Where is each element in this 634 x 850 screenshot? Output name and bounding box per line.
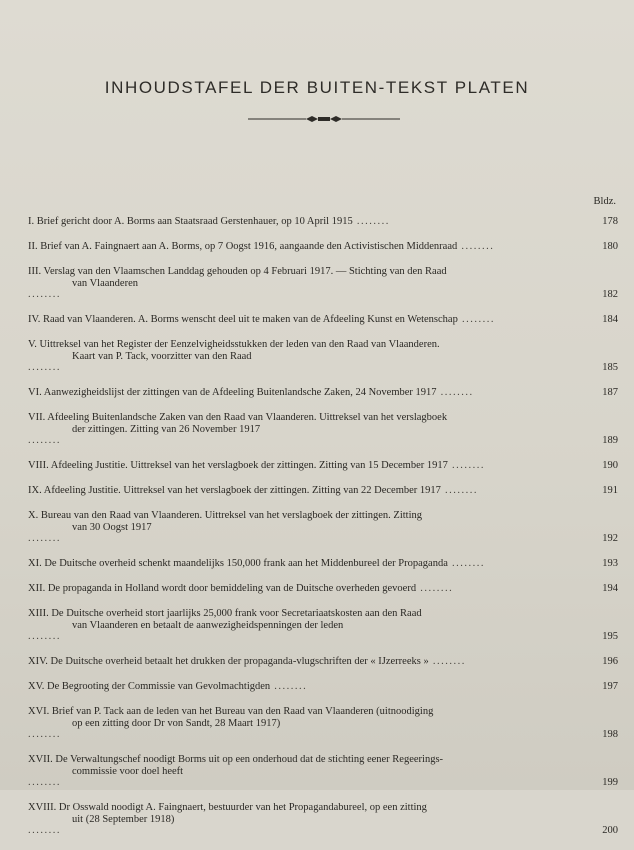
entry-title	[28, 510, 588, 545]
entry-title	[28, 583, 588, 595]
contents-entry	[28, 558, 618, 570]
contents-entry	[28, 608, 618, 643]
entry-page-number: 199	[602, 777, 618, 788]
entry-title	[28, 706, 588, 741]
entry-title	[28, 216, 588, 228]
entry-title	[28, 412, 588, 447]
leader-dots: ........	[447, 558, 485, 569]
contents-entry	[28, 510, 618, 545]
entry-page-number: 192	[602, 533, 618, 544]
leader-dots: ........	[28, 825, 61, 836]
entry-page-number: 184	[602, 314, 618, 325]
entry-page-number: 189	[602, 435, 618, 446]
entry-page-number: 185	[602, 362, 618, 373]
entry-line: X. Bureau van den Raad van Vlaanderen. Uittreksel van het verslagboek der zittingen. Zitting	[28, 510, 423, 521]
contents-entry	[28, 216, 618, 228]
entry-line: XVIII. Dr Osswald noodigt A. Faingnaert, bestuurder van het Propagandabureel, op een zitting	[28, 802, 427, 813]
leader-dots: ........	[436, 387, 474, 398]
leader-dots: ........	[352, 216, 390, 227]
entry-page-number: 178	[602, 216, 618, 227]
entry-title	[28, 754, 588, 789]
leader-dots: ........	[28, 533, 61, 544]
leader-dots: ........	[28, 435, 61, 446]
entry-page-number: 195	[602, 631, 618, 642]
entry-line-continued: op een zitting door Dr von Sandt, 28 Maart 1917)	[72, 717, 281, 729]
entry-page-number: 180	[602, 241, 618, 252]
entry-line-continued: der zittingen. Zitting van 26 November 1917	[72, 423, 261, 435]
contents-entry	[28, 266, 618, 301]
entry-line-continued: van Vlaanderen en betaalt de aanwezigheidspenningen der leden	[72, 619, 344, 631]
entry-line: XVII. De Verwaltungschef noodigt Borms uit op een onderhoud dat de stichting eener Regeerings-	[28, 754, 444, 765]
entry-line-continued: van Vlaanderen	[72, 277, 138, 289]
entry-title	[28, 681, 588, 693]
entry-title	[28, 608, 588, 643]
contents-entry	[28, 583, 618, 595]
contents-entry	[28, 241, 618, 253]
entry-title	[28, 241, 588, 253]
entry-line-continued: uit (28 September 1918)	[72, 813, 175, 825]
contents-entry	[28, 412, 618, 447]
contents-entry	[28, 681, 618, 693]
entry-line: XVI. Brief van P. Tack aan de leden van het Bureau van den Raad van Vlaanderen (uitnoodiging	[28, 706, 434, 717]
leader-dots: ........	[28, 631, 61, 642]
entry-line: XIII. De Duitsche overheid stort jaarlijks 25,000 frank voor Secretariaatskosten aan den Raad	[28, 608, 422, 619]
entry-title	[28, 485, 588, 497]
entry-page-number: 187	[602, 387, 618, 398]
entry-line: IX. Afdeeling Justitie. Uittreksel van het verslagboek der zittingen. Zitting van 22 December 1917	[28, 485, 441, 496]
entry-title	[28, 656, 588, 668]
contents-list	[28, 216, 618, 850]
entry-line: XV. De Begrooting der Commissie van Gevolmachtigden	[28, 681, 271, 692]
entry-page-number: 198	[602, 729, 618, 740]
entry-title	[28, 387, 588, 399]
entry-line: I. Brief gericht door A. Borms aan Staatsraad Gerstenhauer, op 10 April 1915	[28, 216, 353, 227]
leader-dots: ........	[457, 241, 495, 252]
leader-dots: ........	[28, 289, 61, 300]
entry-page-number: 196	[602, 656, 618, 667]
entry-line: III. Verslag van den Vlaamschen Landdag gehouden op 4 Februari 1917. — Stichting van den Raad	[28, 266, 447, 277]
contents-entry	[28, 485, 618, 497]
entry-title	[28, 558, 588, 570]
pages-column-header: Bldz.	[593, 196, 616, 207]
entry-title	[28, 339, 588, 374]
entry-line: IV. Raad van Vlaanderen. A. Borms wenscht deel uit te maken van de Afdeeling Kunst en Wetenschap	[28, 314, 458, 325]
entry-line-continued: van 30 Oogst 1917	[72, 521, 152, 533]
page-title: INHOUDSTAFEL DER BUITEN-TEKST PLATEN	[104, 78, 530, 97]
leader-dots: ........	[447, 460, 486, 471]
entry-page-number: 191	[602, 485, 618, 496]
entry-line: XI. De Duitsche overheid schenkt maandelijks 150,000 frank aan het Middenbureel der Propaganda	[28, 558, 448, 569]
entry-line: V. Uittreksel van het Register der Eenzelvigheidsstukken der leden van den Raad van Vlaanderen.	[28, 339, 440, 350]
contents-entry	[28, 706, 618, 741]
leader-dots: ........	[270, 681, 308, 692]
entry-title	[28, 460, 588, 472]
contents-entry	[28, 460, 618, 472]
entry-line: VI. Aanwezigheidslijst der zittingen van de Afdeeling Buitenlandsche Zaken, 24 November 1917	[28, 387, 437, 398]
contents-entry	[28, 656, 618, 668]
entry-page-number: 197	[602, 681, 618, 692]
entry-title	[28, 314, 588, 326]
contents-entry	[28, 754, 618, 789]
contents-entry	[28, 339, 618, 374]
entry-page-number: 193	[602, 558, 618, 569]
entry-page-number: 194	[602, 583, 618, 594]
entry-title	[28, 802, 588, 837]
entry-title	[28, 266, 588, 301]
entry-line: VIII. Afdeeling Justitie. Uittreksel van het verslagboek der zittingen. Zitting van 15 December 1917	[28, 460, 448, 471]
contents-entry	[28, 314, 618, 326]
leader-dots: ........	[416, 583, 454, 594]
leader-dots: ........	[28, 777, 61, 788]
leader-dots: ........	[457, 314, 495, 325]
entry-line: VII. Afdeeling Buitenlandsche Zaken van den Raad van Vlaanderen. Uittreksel van het verslagboek	[28, 412, 448, 423]
contents-entry	[28, 387, 618, 399]
entry-line: XII. De propaganda in Holland wordt door bemiddeling van de Duitsche overheden gevoerd	[28, 583, 417, 594]
entry-line-continued: commissie voor doel heeft	[72, 765, 184, 777]
leader-dots: ........	[428, 656, 466, 667]
entry-page-number: 182	[602, 289, 618, 300]
leader-dots: ........	[440, 485, 479, 496]
ornament-divider	[248, 114, 400, 124]
leader-dots: ........	[28, 729, 61, 740]
entry-page-number: 190	[602, 460, 618, 471]
entry-line: II. Brief van A. Faingnaert aan A. Borms, op 7 Oogst 1916, aangaande den Activistischen Middenraad	[28, 241, 458, 252]
entry-line: XIV. De Duitsche overheid betaalt het drukken der propaganda-vlugschriften der « IJzerreeks »	[28, 656, 429, 667]
entry-page-number: 200	[602, 825, 618, 836]
contents-entry	[28, 802, 618, 837]
leader-dots: ........	[28, 362, 61, 373]
entry-line-continued: Kaart van P. Tack, voorzitter van den Raad	[72, 350, 252, 362]
